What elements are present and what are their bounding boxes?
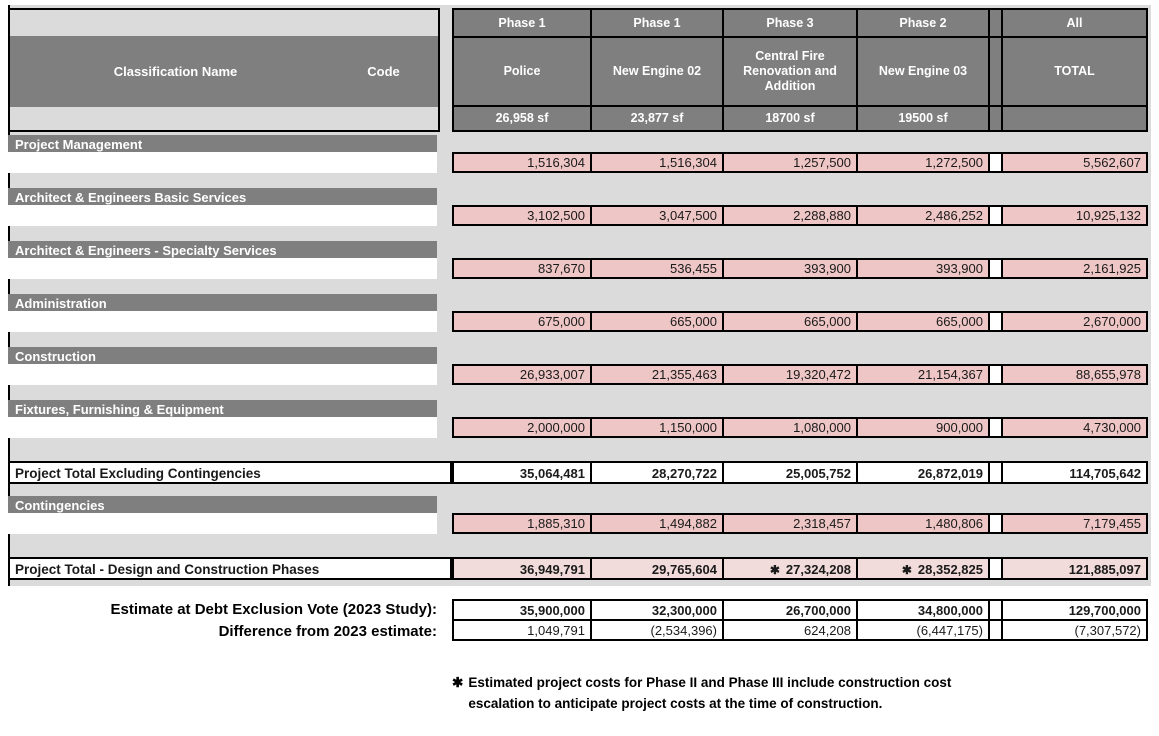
cell-new-engine-03: 1,272,500: [856, 152, 990, 173]
section-bar-ae-basic: Architect & Engineers Basic Services: [8, 188, 437, 208]
cell-total: 7,179,455: [1001, 513, 1148, 534]
value-row-construction: [0, 364, 1159, 385]
estimate-label: Estimate at Debt Exclusion Vote (2023 Study):: [110, 601, 437, 618]
phase-label: Phase 3: [724, 10, 856, 38]
cell-new-engine-03: 1,480,806: [856, 513, 990, 534]
footnote-text: Estimated project costs for Phase II and Phase III include construction cost escalation to anticipate project costs at the time of construction.: [468, 675, 952, 711]
spacer: [990, 10, 1001, 38]
empty-classification-row: [8, 417, 437, 438]
cell-total: (7,307,572): [1001, 619, 1148, 641]
cell-central-fire: 19,320,472: [722, 364, 858, 385]
empty-classification-row: [8, 311, 437, 332]
cell-police: 1,885,310: [452, 513, 592, 534]
section-bar-ffe: Fixtures, Furnishing & Equipment: [8, 400, 437, 420]
cell-police: 675,000: [452, 311, 592, 332]
cell-new-engine-02: 21,355,463: [590, 364, 724, 385]
cell-new-engine-03: 665,000: [856, 311, 990, 332]
column-name: TOTAL: [1003, 38, 1146, 107]
value-row-contingencies: [0, 513, 1159, 534]
cell-central-fire: 26,700,000: [722, 599, 858, 621]
footnote-marker-icon: ✱: [901, 562, 912, 577]
cell-total: 2,161,925: [1001, 258, 1148, 279]
empty-classification-row: [8, 152, 437, 173]
cell-police: 3,102,500: [452, 205, 592, 226]
empty-classification-row: [8, 364, 437, 385]
cell-total: 114,705,642: [1001, 461, 1148, 484]
section-bar-contingencies: Contingencies: [8, 496, 437, 516]
value-row-project-management: [0, 152, 1159, 173]
cell-police: 1,049,791: [452, 619, 592, 641]
empty-classification-row: [8, 205, 437, 226]
cell-new-engine-03: (6,447,175): [856, 619, 990, 641]
value-row-administration: [0, 311, 1159, 332]
value-row-ae-specialty: [0, 258, 1159, 279]
column-header-police: [452, 8, 592, 132]
cell-value: 27,324,208: [785, 561, 851, 577]
column-name: New Engine 02: [592, 38, 722, 107]
cell-police: 36,949,791: [452, 557, 592, 580]
cell-new-engine-02: 1,150,000: [590, 417, 724, 438]
column-header-central-fire: [722, 8, 858, 132]
column-name: Central Fire Renovation and Addition: [724, 38, 856, 107]
cell-total: 5,562,607: [1001, 152, 1148, 173]
grand-total-label: Project Total - Design and Construction Phases: [8, 557, 452, 580]
cell-new-engine-02: 32,300,000: [590, 599, 724, 621]
footnote: [452, 672, 997, 714]
cell-value: 28,352,825: [917, 561, 983, 577]
cell-police: 35,900,000: [452, 599, 592, 621]
section-bar-construction: Construction: [8, 347, 437, 367]
estimate-row: [0, 599, 1159, 620]
cell-new-engine-03: 26,872,019: [856, 461, 990, 484]
corner-header: [8, 8, 440, 132]
grand-total-row: [0, 557, 1159, 578]
cell-new-engine-02: 3,047,500: [590, 205, 724, 226]
cell-total: 121,885,097: [1001, 557, 1148, 580]
cell-police: 26,933,007: [452, 364, 592, 385]
cell-new-engine-03: 21,154,367: [856, 364, 990, 385]
cell-new-engine-02: (2,534,396): [590, 619, 724, 641]
difference-label: Difference from 2023 estimate:: [218, 623, 437, 640]
cell-central-fire: 624,208: [722, 619, 858, 641]
phase-label: Phase 1: [592, 10, 722, 38]
cell-police: 1,516,304: [452, 152, 592, 173]
cell-new-engine-02: 536,455: [590, 258, 724, 279]
cell-new-engine-02: 28,270,722: [590, 461, 724, 484]
section-bar-administration: Administration: [8, 294, 437, 314]
square-footage: 19500 sf: [898, 110, 948, 125]
column-name: New Engine 03: [858, 38, 988, 107]
square-footage: [1003, 107, 1146, 128]
code-header: Code: [367, 64, 400, 79]
value-row-ae-basic: [0, 205, 1159, 226]
column-header-new-engine-02: [590, 8, 724, 132]
column-header-new-engine-03: [856, 8, 990, 132]
section-bar-project-management: Project Management: [8, 135, 437, 155]
column-header-total: [1001, 8, 1148, 132]
cell-total: 2,670,000: [1001, 311, 1148, 332]
cell-central-fire: 393,900: [722, 258, 858, 279]
footnote-marker-icon: ✱: [769, 562, 780, 577]
cell-total: 4,730,000: [1001, 417, 1148, 438]
phase-label: All: [1003, 10, 1146, 38]
cell-central-fire: 1,080,000: [722, 417, 858, 438]
square-footage: 26,958 sf: [495, 110, 549, 125]
difference-row: [0, 619, 1159, 640]
subtotal-label: Project Total Excluding Contingencies: [8, 461, 452, 484]
square-footage: 18700 sf: [765, 110, 815, 125]
cell-new-engine-03: 900,000: [856, 417, 990, 438]
classification-name-header: Classification Name: [113, 64, 238, 79]
square-footage: 23,877 sf: [630, 110, 684, 125]
cell-central-fire: 665,000: [722, 311, 858, 332]
cell-new-engine-02: 1,516,304: [590, 152, 724, 173]
cell-police: 2,000,000: [452, 417, 592, 438]
cell-new-engine-02: 665,000: [590, 311, 724, 332]
cell-central-fire: 2,288,880: [722, 205, 858, 226]
corner-header-bar: [10, 36, 438, 107]
cell-new-engine-03: 393,900: [856, 258, 990, 279]
cell-police: 35,064,481: [452, 461, 592, 484]
subtotal-row: [0, 461, 1159, 482]
cell-central-fire: 1,257,500: [722, 152, 858, 173]
empty-classification-row: [8, 258, 437, 279]
cell-total: 88,655,978: [1001, 364, 1148, 385]
cell-total: 10,925,132: [1001, 205, 1148, 226]
cell-new-engine-02: 1,494,882: [590, 513, 724, 534]
column-name: Police: [454, 38, 590, 107]
empty-classification-row: [8, 513, 437, 534]
spacer: [990, 107, 1001, 128]
cell-total: 129,700,000: [1001, 599, 1148, 621]
value-row-ffe: [0, 417, 1159, 438]
phase-label: Phase 1: [454, 10, 590, 38]
cell-police: 837,670: [452, 258, 592, 279]
cell-central-fire: 25,005,752: [722, 461, 858, 484]
cell-new-engine-02: 29,765,604: [590, 557, 724, 580]
cell-central-fire: 2,318,457: [722, 513, 858, 534]
cell-new-engine-03: 34,800,000: [856, 599, 990, 621]
cell-central-fire: [722, 557, 858, 580]
cell-new-engine-03: [856, 557, 990, 580]
footnote-marker-icon: ✱: [452, 675, 464, 690]
phase-label: Phase 2: [858, 10, 988, 38]
cell-new-engine-03: 2,486,252: [856, 205, 990, 226]
section-bar-ae-specialty: Architect & Engineers - Specialty Services: [8, 241, 437, 261]
